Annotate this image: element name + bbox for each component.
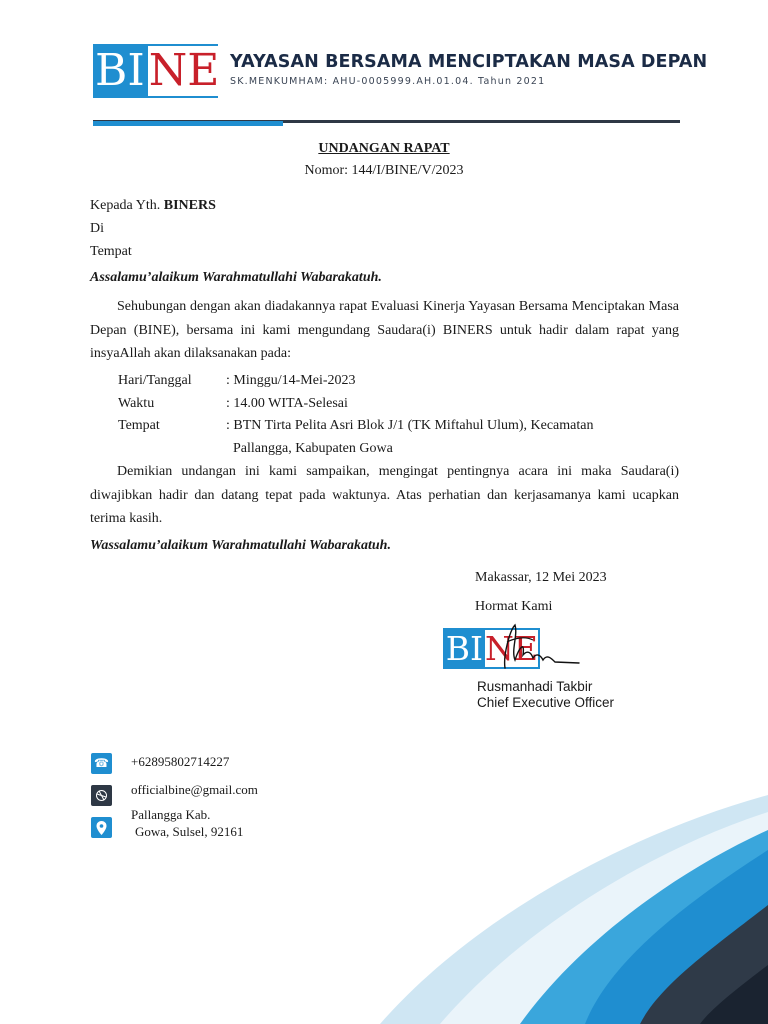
contact-address-line1: Pallangga Kab. — [131, 807, 211, 822]
paragraph-intro: Sehubungan dengan akan diadakannya rapat Evaluasi Kinerja Yayasan Bersama Menciptakan Masa Depan (BINE), bersama ini kami mengundang Saudara(i) BINERS untuk hadir dalam rapat yang insyaAllah akan dilaksanakan pada: — [90, 299, 679, 361]
signature-logo-bi: BI — [445, 629, 484, 668]
recipient-name: BINERS — [163, 198, 216, 213]
paragraph-closing: Demikian undangan ini kami sampaikan, mengingat pentingnya acara ini maka Saudara(i) diwajibkan hadir dan datang tepat pada waktunya. Atas perhatian dan kerjasamanya kami ucapkan terima kasih. — [90, 464, 679, 526]
regards: Hormat Kami — [475, 599, 553, 614]
detail-label-place: Tempat — [118, 418, 160, 433]
organization-logo — [93, 44, 218, 98]
greeting: Assalamu’alaikum Warahmatullahi Wabarakatuh. — [90, 270, 382, 285]
recipient-prefix: Kepada Yth. — [90, 198, 164, 213]
contact-address-line2: Gowa, Sulsel, 92161 — [135, 824, 244, 839]
logo-bi-text: BI — [95, 46, 148, 96]
document-number: Nomor: 144/I/BINE/V/2023 — [304, 163, 464, 178]
logo-ne-text: NE — [148, 45, 220, 96]
detail-label-date: Hari/Tanggal — [118, 373, 192, 388]
signatory-position: Chief Executive Officer — [477, 695, 615, 710]
place-date: Makassar, 12 Mei 2023 — [475, 570, 607, 585]
document-title: UNDANGAN RAPAT — [318, 141, 450, 156]
header-divider-accent — [93, 121, 283, 126]
detail-value-date: : Minggu/14-Mei-2023 — [226, 373, 356, 388]
handwritten-signature — [485, 620, 585, 675]
closing-greeting: Wassalamu’alaikum Warahmatullahi Wabarakatuh. — [90, 538, 391, 553]
detail-value-place-cont: Pallangga, Kabupaten Gowa — [233, 441, 393, 456]
contact-phone: +62895802714227 — [131, 754, 230, 769]
detail-value-time: : 14.00 WITA-Selesai — [226, 396, 348, 411]
detail-label-time: Waktu — [118, 396, 155, 411]
recipient-place: Tempat — [90, 244, 132, 259]
location-pin-icon — [91, 817, 112, 838]
signatory-name: Rusmanhadi Takbir — [477, 679, 593, 694]
phone-icon: ☎ — [91, 753, 112, 774]
contact-email: officialbine@gmail.com — [131, 782, 258, 797]
signature-logo-ne: NE — [485, 629, 538, 668]
organization-name: YAYASAN BERSAMA MENCIPTAKAN MASA DEPAN — [230, 52, 708, 72]
recipient-di: Di — [90, 221, 104, 236]
detail-value-place: : BTN Tirta Pelita Asri Blok J/1 (TK Miftahul Ulum), Kecamatan — [226, 418, 594, 433]
recipient-line — [90, 196, 216, 216]
registration-number: SK.MENKUMHAM: AHU-0005999.AH.01.04. Tahun 2021 — [230, 76, 546, 87]
globe-icon — [91, 785, 112, 806]
